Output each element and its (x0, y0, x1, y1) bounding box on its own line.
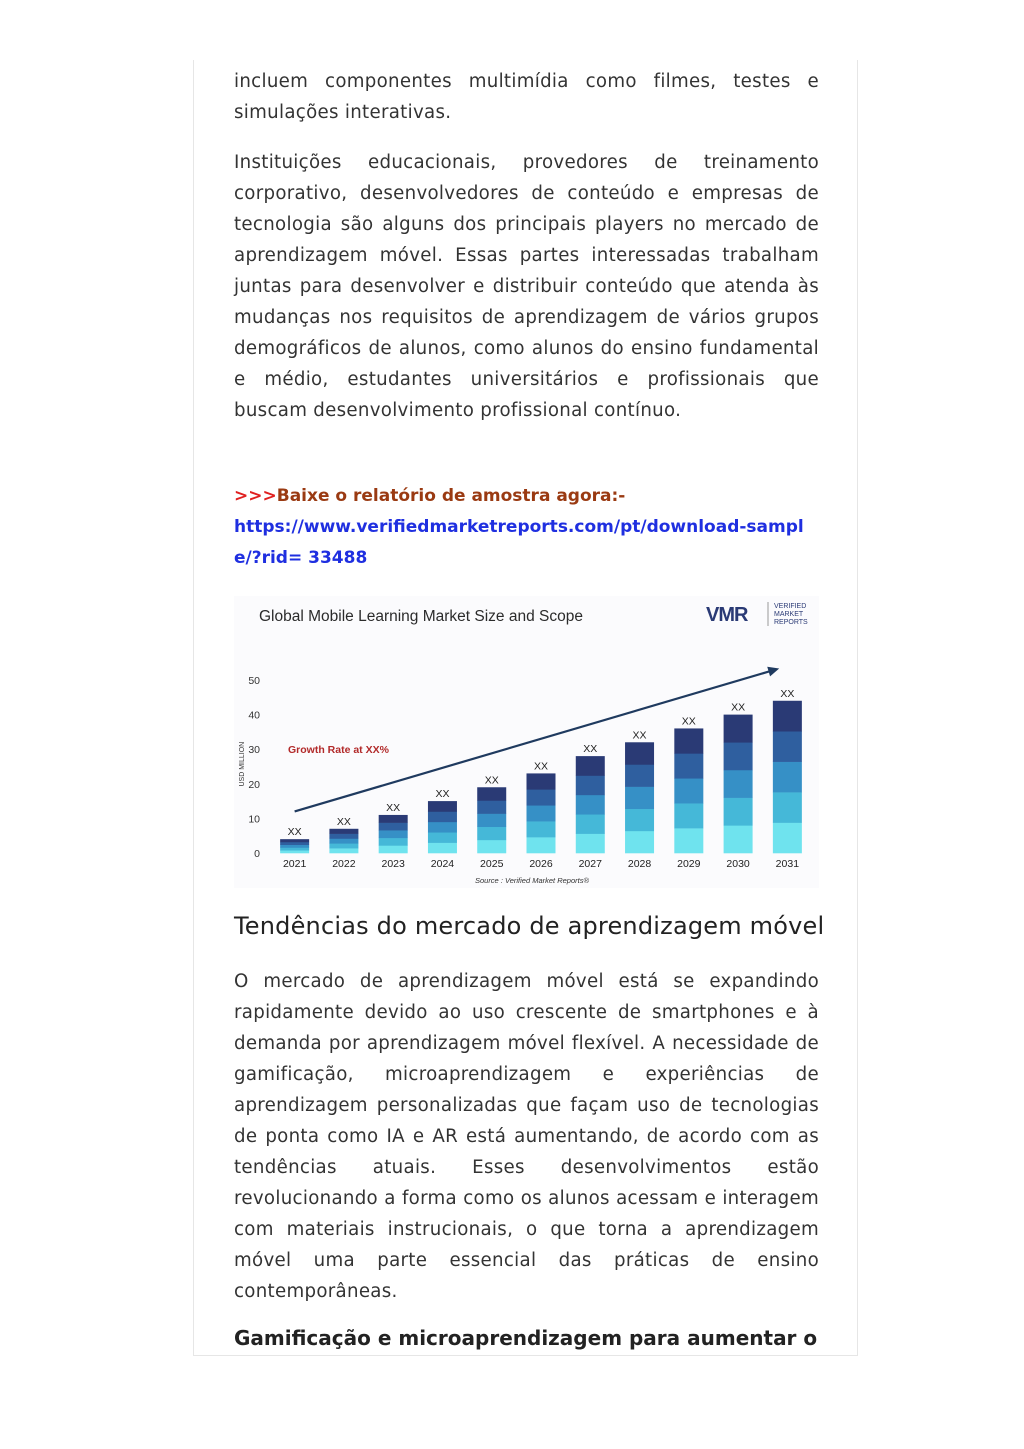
bar-segment (724, 798, 753, 826)
bar-segment (329, 848, 358, 853)
bar-segment (576, 834, 605, 854)
growth-rate-label: Growth Rate at XX% (288, 744, 389, 757)
cta-label: Baixe o relatório de amostra agora:- (276, 486, 626, 506)
bar-segment (428, 811, 457, 822)
y-axis-label: USD MILLION (239, 741, 246, 787)
bar-segment (280, 850, 309, 853)
bar-segment (674, 753, 703, 778)
bar-segment (773, 762, 802, 793)
section-heading-trends: Tendências do mercado de aprendizagem móvel (234, 912, 825, 940)
bar-segment (329, 834, 358, 839)
market-size-chart (234, 596, 819, 888)
bar-segment (428, 843, 457, 854)
bar-data-label: XX (731, 701, 746, 714)
bar-segment (724, 742, 753, 770)
market-size-chart-svg (234, 596, 819, 888)
x-tick-label: 2027 (578, 858, 602, 870)
vmr-logo-icon: VMR (706, 604, 748, 626)
bar-segment (477, 787, 506, 800)
chart-title: Global Mobile Learning Market Size and Scope (259, 608, 583, 625)
bar-segment (329, 838, 358, 843)
bar-segment (674, 803, 703, 828)
x-tick-label: 2030 (726, 858, 750, 870)
bar-data-label: XX (681, 715, 696, 728)
x-tick-label: 2028 (627, 858, 652, 870)
bar-segment (773, 823, 802, 854)
bar-segment (280, 842, 309, 845)
x-tick-label: 2022 (332, 858, 356, 870)
logo-text-line: VERIFIED (774, 603, 807, 610)
bar-segment (674, 728, 703, 753)
y-tick-label: 40 (248, 709, 260, 722)
x-tick-label: 2026 (529, 858, 553, 870)
bar-segment (477, 814, 506, 827)
bar-segment (724, 715, 753, 743)
y-tick-label: 10 (248, 813, 260, 826)
bar-data-label: XX (336, 815, 351, 828)
bar-segment (527, 773, 556, 789)
paragraph-trends: O mercado de aprendizagem móvel está se expandindo rapidamente devido ao uso crescente de smartphones e à demanda por aprendizagem móvel flexível. A necessidade de gamificação, microaprendizagem e experiências de aprendizagem personalizadas que façam uso de tecnologias de ponta como IA e AR está aumentando, de acordo com as tendências atuais. Esses desenvolvimentos estão revolucionando a forma como os alunos acessam e interagem com materiais instrucionais, o que torna a aprendizagem móvel uma parte essencial das práticas de ensino contemporâneas. (234, 971, 819, 1302)
bar-segment (674, 778, 703, 803)
bar-data-label: XX (386, 801, 401, 814)
bar-segment (576, 795, 605, 815)
bar-segment (280, 839, 309, 842)
x-tick-label: 2025 (480, 858, 504, 870)
bar-segment (329, 829, 358, 834)
logo-text-line: MARKET (774, 611, 804, 618)
bar-segment (527, 789, 556, 805)
sample-report-link[interactable]: https://www.verifiedmarketreports.com/pt/download-sample/?rid= 33488 (234, 517, 804, 568)
bar-segment (625, 787, 654, 809)
bar-segment (527, 821, 556, 837)
bar-segment (576, 756, 605, 776)
bar-segment (379, 845, 408, 853)
subheading-gamification: Gamificação e microaprendizagem para aumentar o (234, 1326, 818, 1350)
bar-segment (773, 731, 802, 762)
paragraph-intro-end: incluem componentes multimídia como filmes, testes e simulações interativas. (234, 71, 819, 123)
bar-segment (379, 838, 408, 846)
bar-segment (527, 837, 556, 853)
bar-segment (625, 809, 654, 831)
bar-segment (428, 832, 457, 843)
bar-data-label: XX (533, 760, 549, 773)
y-tick-label: 50 (248, 675, 260, 687)
bar-segment (674, 828, 703, 853)
logo-text-line: REPORTS (774, 619, 808, 626)
bar-data-label: XX (632, 729, 647, 742)
bar-segment (724, 825, 753, 853)
x-tick-label: 2021 (282, 858, 307, 870)
bar-data-label: XX (435, 788, 450, 801)
bar-data-label: XX (780, 687, 795, 700)
bar-segment (280, 845, 309, 848)
bar-segment (527, 805, 556, 821)
bar-segment (724, 770, 753, 798)
bar-segment (428, 822, 457, 833)
bar-segment (379, 823, 408, 831)
x-tick-label: 2031 (775, 858, 800, 870)
y-tick-label: 0 (254, 848, 260, 860)
bar-segment (477, 840, 506, 853)
bar-segment (625, 831, 654, 853)
bar-segment (428, 801, 457, 812)
cta-arrows: >>> (234, 486, 277, 506)
sample-report-cta (234, 481, 819, 574)
chart-source: Source : Verified Market Reports® (474, 876, 590, 885)
x-tick-label: 2023 (381, 858, 405, 870)
bar-segment (576, 814, 605, 834)
bar-segment (329, 843, 358, 848)
x-tick-label: 2024 (430, 858, 455, 870)
y-tick-label: 20 (248, 778, 260, 791)
y-tick-label: 30 (248, 744, 260, 757)
bar-data-label: XX (484, 774, 499, 787)
bar-segment (625, 742, 654, 764)
bar-segment (280, 847, 309, 850)
bar-segment (477, 827, 506, 840)
bar-segment (477, 800, 506, 813)
bar-data-label: XX (287, 826, 302, 839)
bar-segment (773, 792, 802, 823)
x-tick-label: 2029 (677, 858, 701, 870)
bar-segment (773, 701, 802, 732)
paragraph-players: Instituições educacionais, provedores de treinamento corporativo, desenvolvedores de conteúdo e empresas de tecnologia são alguns dos principais players no mercado de aprendizagem móvel. Essas partes interessadas trabalham juntas para desenvolver e distribuir conteúdo que atenda às mudanças nos requisitos de aprendizagem de vários grupos demográficos de alunos, como alunos do ensino fundamental e médio, estudantes universitários e profissionais que buscam desenvolvimento profissional contínuo. (234, 152, 819, 421)
bar-segment (625, 764, 654, 786)
bar-segment (576, 775, 605, 795)
bar-data-label: XX (583, 743, 598, 756)
bar-segment (379, 815, 408, 823)
bar-segment (379, 830, 408, 838)
